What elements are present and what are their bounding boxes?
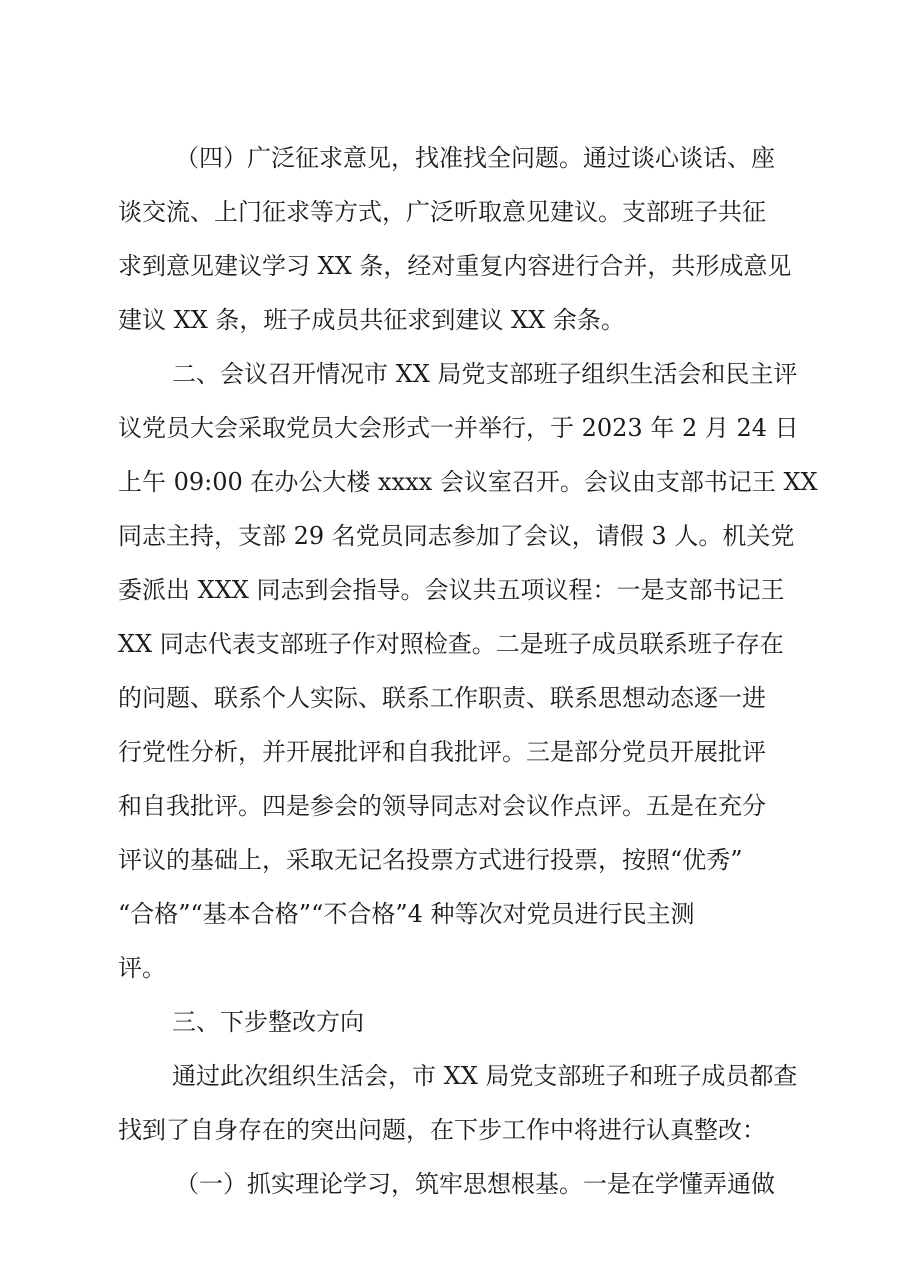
section-2-line-5: 委派出 XXX 同志到会指导。会议共五项议程：一是支部书记王	[118, 576, 785, 604]
section-2-line-2: 议党员大会采取党员大会形式一并举行，于 2023 年 2 月 24 日	[118, 414, 799, 442]
section-2-line-3: 上午 09:00 在办公大楼 xxxx 会议室召开。会议由支部书记王 XX	[118, 468, 818, 496]
section-2-line-8: 行党性分析，并开展批评和自我批评。三是部分党员开展批评	[118, 738, 766, 766]
section-2-line-6: XX 同志代表支部班子作对照检查。二是班子成员联系班子存在	[118, 630, 784, 658]
subsection-1-line-1: （一）抓实理论学习，筑牢思想根基。一是在学懂弄通做	[175, 1170, 775, 1198]
section-2-line-10: 评议的基础上，采取无记名投票方式进行投票，按照“优秀”	[118, 846, 743, 874]
section-3-heading: 三、下步整改方向	[172, 1008, 364, 1036]
section-3-line-1: 通过此次组织生活会，市 XX 局党支部班子和班子成员都查	[172, 1062, 798, 1090]
section-2-line-7: 的问题、联系个人实际、联系工作职责、联系思想动态逐一进	[118, 684, 766, 712]
section-2-line-12: 评。	[118, 954, 166, 982]
section-3-line-2: 找到了自身存在的突出问题，在下步工作中将进行认真整改：	[118, 1116, 766, 1144]
paragraph-4-line-1: （四）广泛征求意见，找准找全问题。通过谈心谈话、座	[175, 144, 775, 172]
paragraph-4-line-2: 谈交流、上门征求等方式，广泛听取意见建议。支部班子共征	[118, 198, 766, 226]
section-2-line-9: 和自我批评。四是参会的领导同志对会议作点评。五是在充分	[118, 792, 766, 820]
section-2-line-11: “合格”“基本合格”“不合格”4 种等次对党员进行民主测	[118, 900, 695, 928]
paragraph-4-line-3: 求到意见建议学习 XX 条，经对重复内容进行合并，共形成意见	[118, 252, 792, 280]
section-2-line-4: 同志主持，支部 29 名党员同志参加了会议，请假 3 人。机关党	[118, 522, 795, 550]
paragraph-4-line-4: 建议 XX 条，班子成员共征求到建议 XX 余条。	[118, 306, 625, 334]
section-2-line-1: 二、会议召开情况市 XX 局党支部班子组织生活会和民主评	[172, 360, 798, 388]
